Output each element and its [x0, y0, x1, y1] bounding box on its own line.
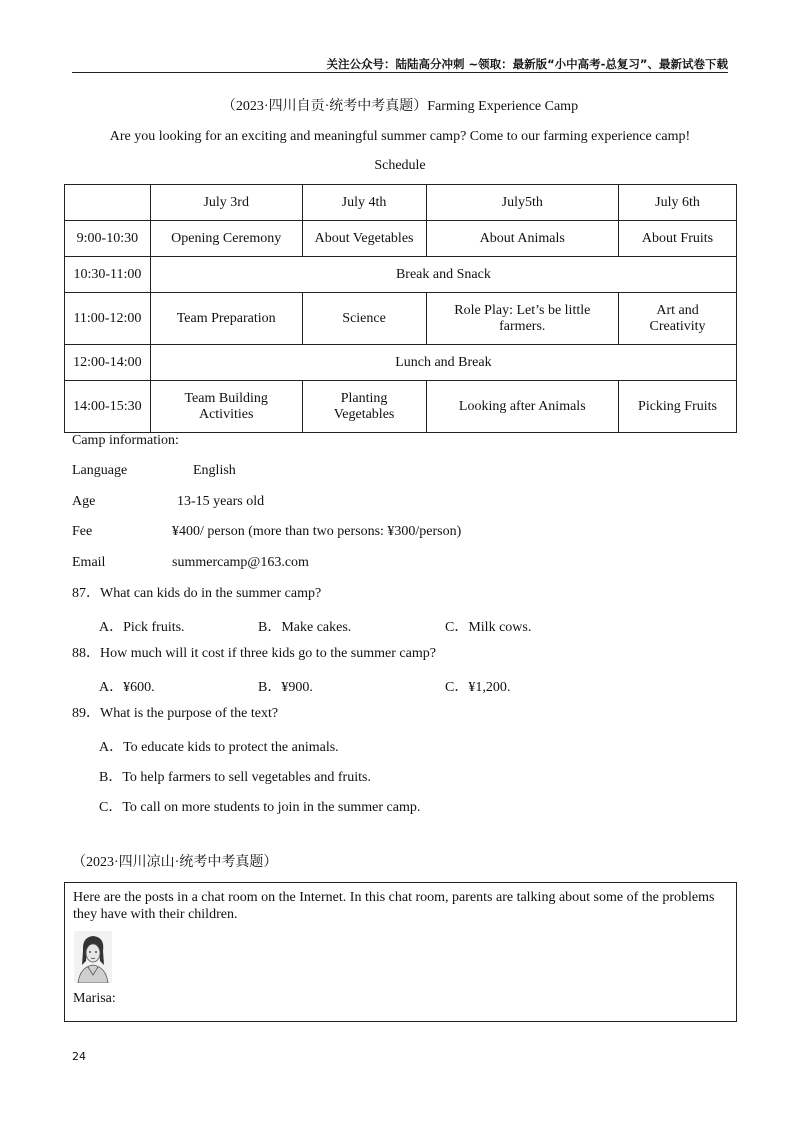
email-label: Email — [72, 555, 106, 570]
schedule-caption: Schedule — [374, 158, 426, 173]
time-cell: 11:00-12:00 — [65, 293, 151, 345]
merged-activity-cell: Lunch and Break — [150, 345, 736, 381]
fee-value: ¥400/ person (more than two persons: ¥300/person) — [172, 524, 462, 539]
header-divider — [72, 72, 728, 73]
day-header: July 4th — [302, 185, 426, 221]
activity-cell: Planting Vegetables — [302, 381, 426, 433]
activity-cell: Art and Creativity — [619, 293, 737, 345]
answer-option: A．To educate kids to protect the animals. — [99, 740, 339, 755]
schedule-table — [64, 184, 737, 433]
activity-cell: Team Building Activities — [150, 381, 302, 433]
day-header: July 6th — [619, 185, 737, 221]
activity-cell: Picking Fruits — [619, 381, 737, 433]
activity-cell: Team Preparation — [150, 293, 302, 345]
table-row — [65, 345, 737, 381]
time-cell: 10:30-11:00 — [65, 257, 151, 293]
activity-cell: Role Play: Let’s be little farmers. — [426, 293, 619, 345]
camp-info-heading: Camp information: — [72, 433, 179, 448]
language-value: English — [193, 463, 236, 478]
header-promo-text: 关注公众号：陆陆高分冲刺 ~领取：最新版“小中高考-总复习”、最新试卷下载 — [326, 57, 728, 71]
email-value: summercamp@163.com — [172, 555, 309, 570]
answer-option: C．To call on more students to join in the summer camp. — [99, 800, 421, 815]
table-row — [65, 221, 737, 257]
fee-label: Fee — [72, 524, 93, 539]
activity-cell: About Fruits — [619, 221, 737, 257]
answer-option: B．Make cakes. — [258, 620, 352, 635]
activity-cell: Looking after Animals — [426, 381, 619, 433]
answer-option: C．¥1,200. — [445, 680, 511, 695]
answer-option: C．Milk cows. — [445, 620, 532, 635]
activity-cell: Opening Ceremony — [150, 221, 302, 257]
time-cell: 9:00-10:30 — [65, 221, 151, 257]
answer-option: A．Pick fruits. — [99, 620, 185, 635]
day-header: July5th — [426, 185, 619, 221]
question-stem: 88．How much will it cost if three kids go to the summer camp? — [72, 646, 436, 661]
answer-option: B．To help farmers to sell vegetables and fruits. — [99, 770, 371, 785]
avatar — [74, 931, 112, 983]
time-cell: 12:00-14:00 — [65, 345, 151, 381]
chat-room-box — [64, 882, 737, 1022]
page-number: 24 — [72, 1050, 86, 1063]
time-cell: 14:00-15:30 — [65, 381, 151, 433]
poster-name: Marisa: — [73, 991, 116, 1006]
activity-cell: About Vegetables — [302, 221, 426, 257]
table-row — [65, 257, 737, 293]
table-header-row — [65, 185, 737, 221]
age-label: Age — [72, 494, 96, 509]
activity-cell: About Animals — [426, 221, 619, 257]
passage2-source: （2023·四川凉山·统考中考真题） — [72, 855, 278, 870]
answer-option: A．¥600. — [99, 680, 155, 695]
table-row — [65, 293, 737, 345]
passage-intro: Are you looking for an exciting and meaningful summer camp? Come to our farming experience camp! — [109, 129, 691, 144]
activity-cell: Science — [302, 293, 426, 345]
table-row — [65, 381, 737, 433]
merged-activity-cell: Break and Snack — [150, 257, 736, 293]
age-value: 13-15 years old — [177, 494, 265, 509]
answer-option: B．¥900. — [258, 680, 313, 695]
chat-room-intro: Here are the posts in a chat room on the Internet. In this chat room, parents are talking about some of the problems they have with their children. — [73, 890, 715, 922]
question-stem: 89．What is the purpose of the text? — [72, 706, 279, 721]
language-label: Language — [72, 463, 128, 478]
day-header: July 3rd — [150, 185, 302, 221]
passage-title: （2023·四川自贡·统考中考真题）Farming Experience Camp — [221, 99, 579, 114]
question-stem: 87．What can kids do in the summer camp? — [72, 586, 322, 601]
table-corner-cell — [65, 185, 151, 221]
